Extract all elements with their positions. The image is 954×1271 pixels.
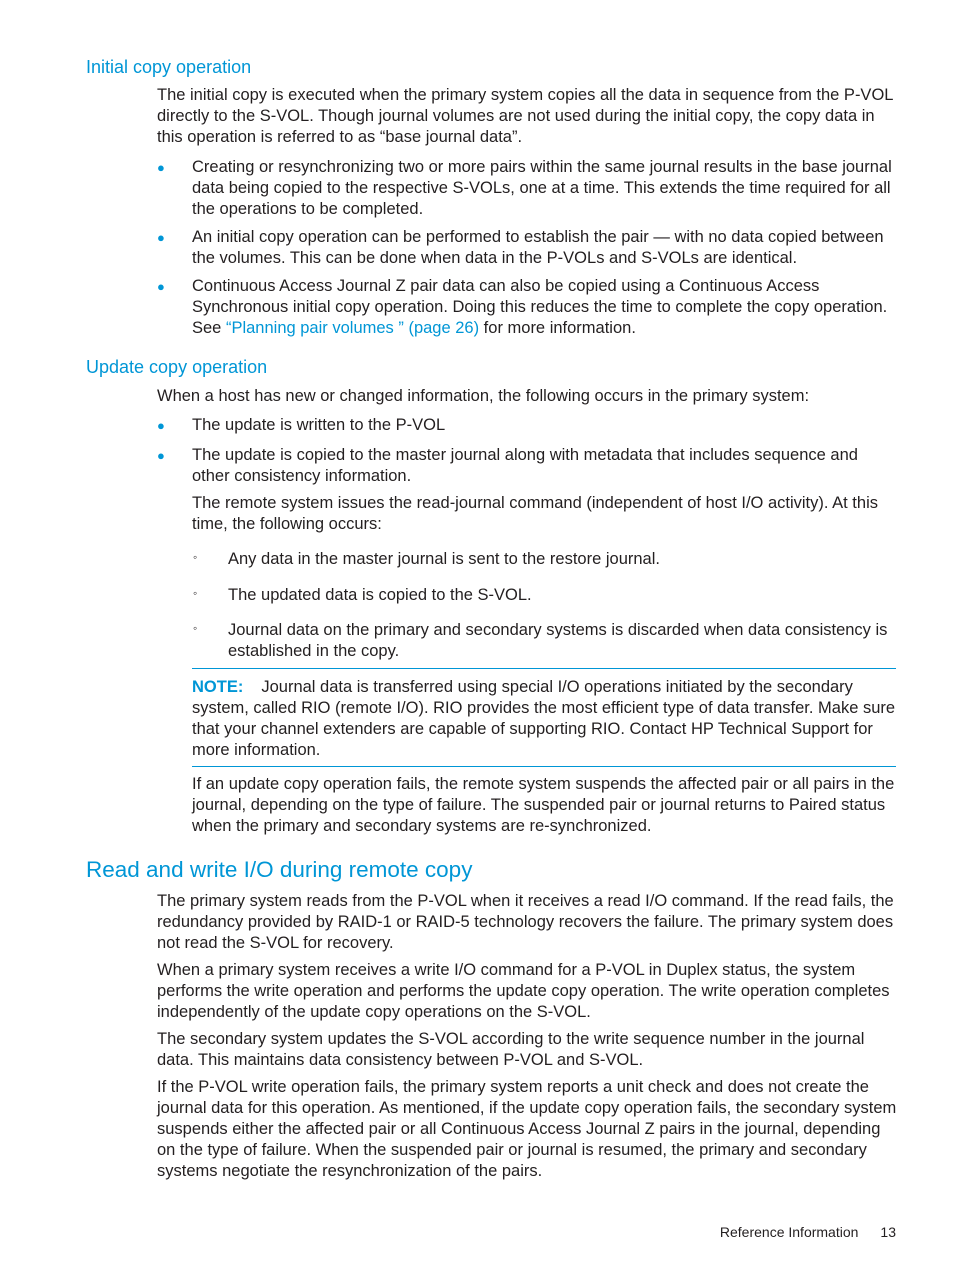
list-item: An initial copy operation can be performed to establish the pair — with no data copied between the volumes. This can be done when data in the P-VOLs and S-VOLs are identical. [192,228,884,267]
list-item: Creating or resynchronizing two or more pairs within the same journal results in the base journal data being copied to the respective S-VOLs, one at a time. This extends the time required for all the operations to be completed. [192,158,892,218]
remote-system-paragraph: The remote system issues the read-journal command (independent of host I/O activity). At this time, the following occurs: [192,494,878,533]
sub-list-item: Any data in the master journal is sent to the restore journal. [228,550,660,568]
initial-copy-intro: The initial copy is executed when the primary system copies all the data in sequence from the P-VOL directly to the S-VOL. Though journal volumes are not used during the initial copy, the copy data in this operation is referred to as “base journal data”. [157,86,893,146]
read-io-paragraph: The primary system reads from the P-VOL when it receives a read I/O command. If the read fails, the redundancy provided by RAID-1 or RAID-5 technology recovers the failure. The primary system does not read the S-VOL for recovery. [157,892,894,952]
sub-list-item: Journal data on the primary and secondary systems is discarded when data consistency is established in the copy. [228,621,888,660]
circle-bullet-icon: ◦ [193,550,198,564]
circle-bullet-icon: ◦ [193,586,198,600]
list-item [192,276,898,339]
circle-bullet-icon: ◦ [193,621,198,635]
note-text: Journal data is transferred using special I/O operations initiated by the secondary system, called RIO (remote I/O). RIO provides the most efficient type of data transfer. Make sure that your channel extenders are capable of supporting RIO. Contact HP Technical Support for more information. [192,678,896,759]
heading-update-copy: Update copy operation [86,357,268,377]
page-footer [720,1222,896,1242]
note-bottom-rule [192,766,896,767]
secondary-update-paragraph: The secondary system updates the S-VOL according to the write sequence number in the journal data. This maintains data consistency between P-VOL and S-VOL. [157,1030,865,1069]
bullet3-text: Continuous Access Journal Z pair data can also be copied using a Continuous Access Synchronous initial copy operation. Doing this reduces the time to complete the copy operation. See [192,277,888,337]
note-label: NOTE: [192,678,244,696]
list-item: The update is written to the P-VOL [192,416,446,434]
update-failure-paragraph: If an update copy operation fails, the remote system suspends the affected pair or all pairs in the journal, depending on the type of failure. The suspended pair or journal returns to Paired status when the primary and secondary systems are re-synchronized. [192,775,895,835]
bullet3-text-end: for more information. [479,319,636,337]
bullet-icon: ● [157,279,165,294]
update-copy-intro: When a host has new or changed information, the following occurs in the primary system: [157,387,810,405]
heading-read-write-io: Read and write I/O during remote copy [86,857,473,882]
footer-section-title: Reference Information [719,1224,859,1240]
bullet-icon: ● [157,418,165,433]
bullet-icon: ● [157,448,165,463]
bullet-icon: ● [157,160,165,175]
pvol-failure-paragraph: If the P-VOL write operation fails, the primary system reports a unit check and does not create the journal data for this operation. As mentioned, if the update copy operation fails, the secondary system suspends either the affected pair or all Continuous Access Journal Z pairs in the journal, depending on the type of failure. When the suspended pair or journal is resumed, the primary and secondary systems negotiate the resynchronization of the pairs. [157,1078,897,1180]
heading-initial-copy: Initial copy operation [86,57,252,77]
list-item: The update is copied to the master journal along with metadata that includes sequence and other consistency information. [192,446,858,485]
bullet-icon: ● [157,230,165,245]
sub-list-item: The updated data is copied to the S-VOL. [228,586,532,604]
planning-pair-volumes-link[interactable]: “Planning pair volumes ” (page 26) [225,319,480,337]
note-box [192,677,898,761]
write-io-paragraph: When a primary system receives a write I/O command for a P-VOL in Duplex status, the system performs the write operation and performs the update copy operation. The write operation completes independently of the update copy operations on the S-VOL. [157,961,890,1021]
note-top-rule [192,668,896,669]
page-number: 13 [880,1224,896,1240]
